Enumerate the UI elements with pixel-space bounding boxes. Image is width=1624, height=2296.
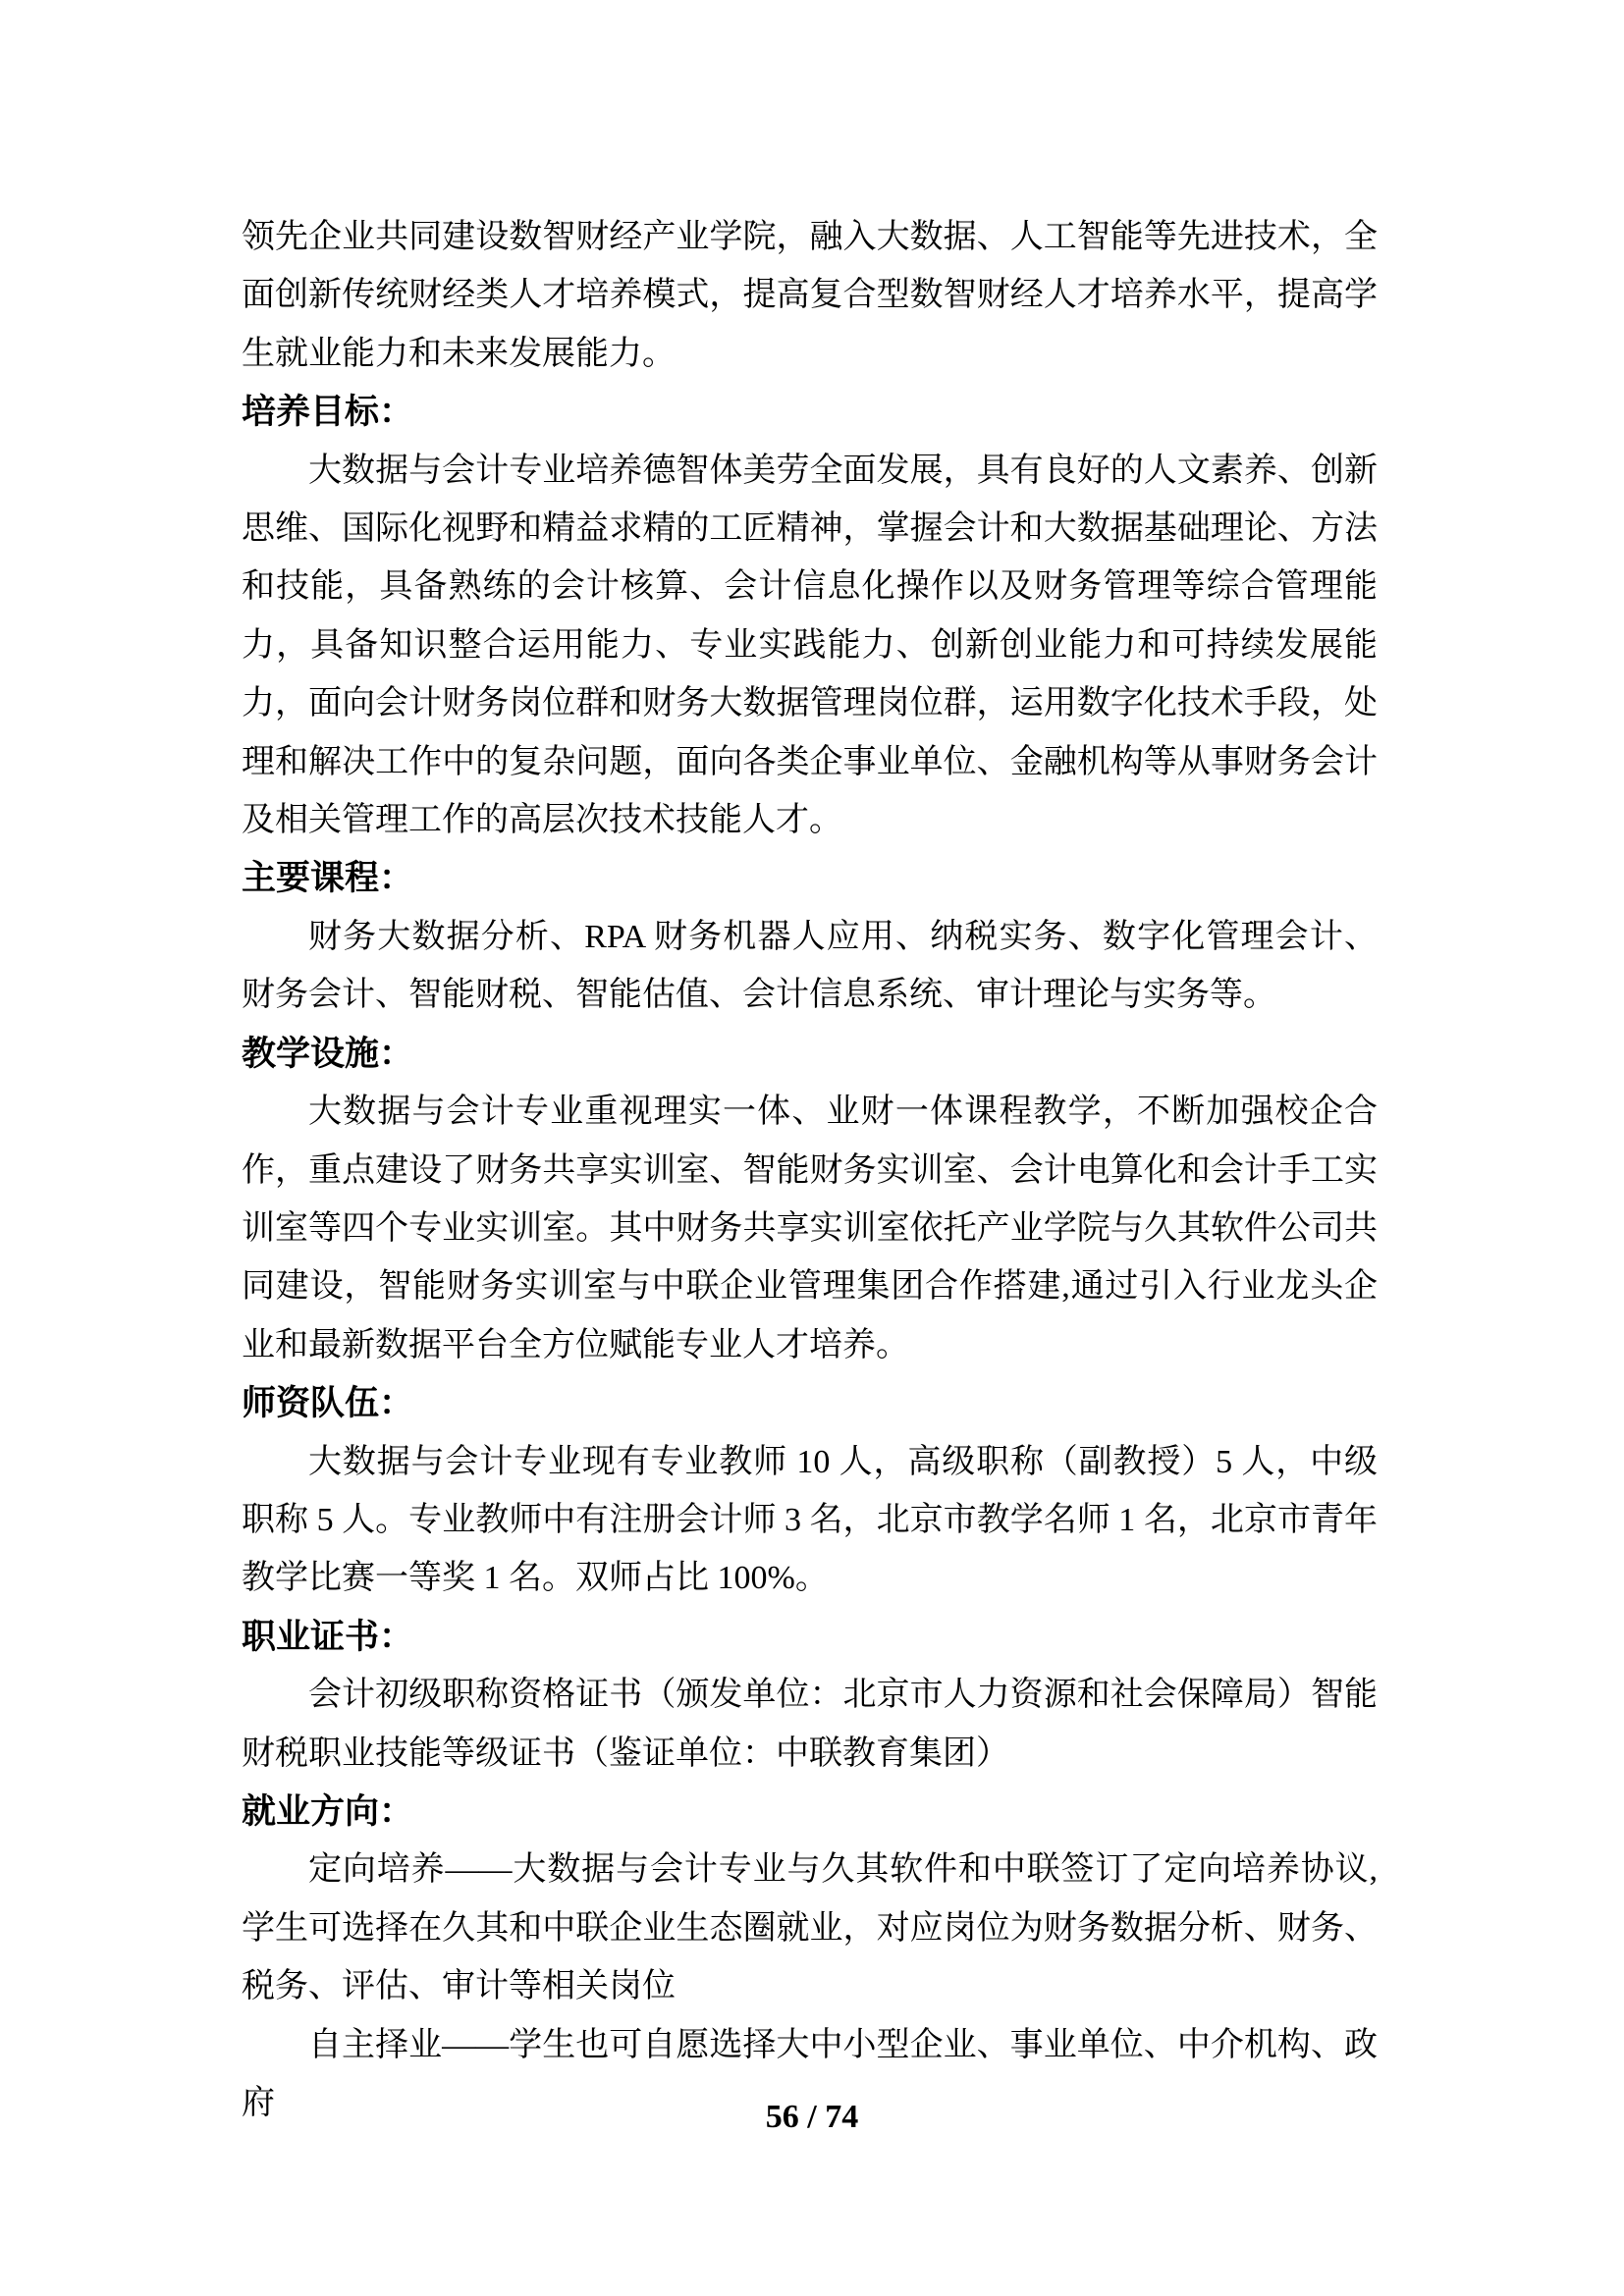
heading-certificates: 职业证书：: [242, 1617, 414, 1656]
section-teaching-facilities: [242, 1025, 1378, 1374]
heading-training-objectives: 培养目标：: [242, 393, 414, 432]
paragraph-training-objectives: 大数据与会计专业培养德智体美劳全面发展，具有良好的人文素养、创新思维、国际化视野和精益求精的工匠精神，掌握会计和大数据基础理论、方法和技能，具备熟练的会计核算、会计信息化操作以及财务管理等综合管理能力，具备知识整合运用能力、专业实践能力、创新创业能力和可持续发展能力，面向会计财务岗位群和财务大数据管理岗位群，运用数字化技术手段，处理和解决工作中的复杂问题，面向各类企事业单位、金融机构等从事财务会计及相关管理工作的高层次技术技能人才。: [242, 452, 1378, 839]
section-training-objectives: [242, 383, 1378, 849]
paragraph-employment-targeted: 定向培养——大数据与会计专业与久其软件和中联签订了定向培养协议,学生可选择在久其和中联企业生态圈就业，对应岗位为财务数据分析、财务、税务、评估、审计等相关岗位: [242, 1851, 1378, 2005]
paragraph-intro-continued: 领先企业共同建设数智财经产业学院，融入大数据、人工智能等先进技术，全面创新传统财经类人才培养模式，提高复合型数智财经人才培养水平，提高学生就业能力和未来发展能力。: [242, 219, 1378, 372]
page-number: 56 / 74: [765, 2099, 859, 2135]
paragraph-employment-self-choice: 自主择业——学生也可自愿选择大中小型企业、事业单位、中介机构、政府: [242, 2026, 1378, 2121]
heading-faculty: 师资队伍：: [242, 1384, 414, 1423]
paragraph-certificates: 会计初级职称资格证书（颁发单位：北京市人力资源和社会保障局）智能财税职业技能等级证书（鉴证单位：中联教育集团）: [242, 1677, 1378, 1772]
paragraph-main-courses: 财务大数据分析、RPA 财务机器人应用、纳税实务、数字化管理会计、财务会计、智能财税、智能估值、会计信息系统、审计理论与实务等。: [242, 918, 1378, 1014]
page-footer: [0, 2099, 1624, 2136]
section-main-courses: [242, 849, 1378, 1024]
section-employment: [242, 1783, 1378, 2132]
paragraph-teaching-facilities: 大数据与会计专业重视理实一体、业财一体课程教学，不断加强校企合作，重点建设了财务共享实训室、智能财务实训室、会计电算化和会计手工实训室等四个专业实训室。其中财务共享实训室依托产业学院与久其软件公司共同建设，智能财务实训室与中联企业管理集团合作搭建,通过引入行业龙头企业和最新数据平台全方位赋能专业人才培养。: [242, 1094, 1378, 1363]
heading-employment: 就业方向：: [242, 1791, 414, 1831]
paragraph-faculty: 大数据与会计专业现有专业教师 10 人，高级职称（副教授）5 人，中级职称 5 人。专业教师中有注册会计师 3 名，北京市教学名师 1 名，北京市青年教学比赛一等奖 1 名。双师占比 100%。: [242, 1443, 1378, 1597]
document-content: [242, 208, 1378, 2132]
section-certificates: [242, 1608, 1378, 1783]
section-faculty: [242, 1374, 1378, 1608]
heading-main-courses: 主要课程：: [242, 859, 414, 898]
heading-teaching-facilities: 教学设施：: [242, 1034, 414, 1073]
